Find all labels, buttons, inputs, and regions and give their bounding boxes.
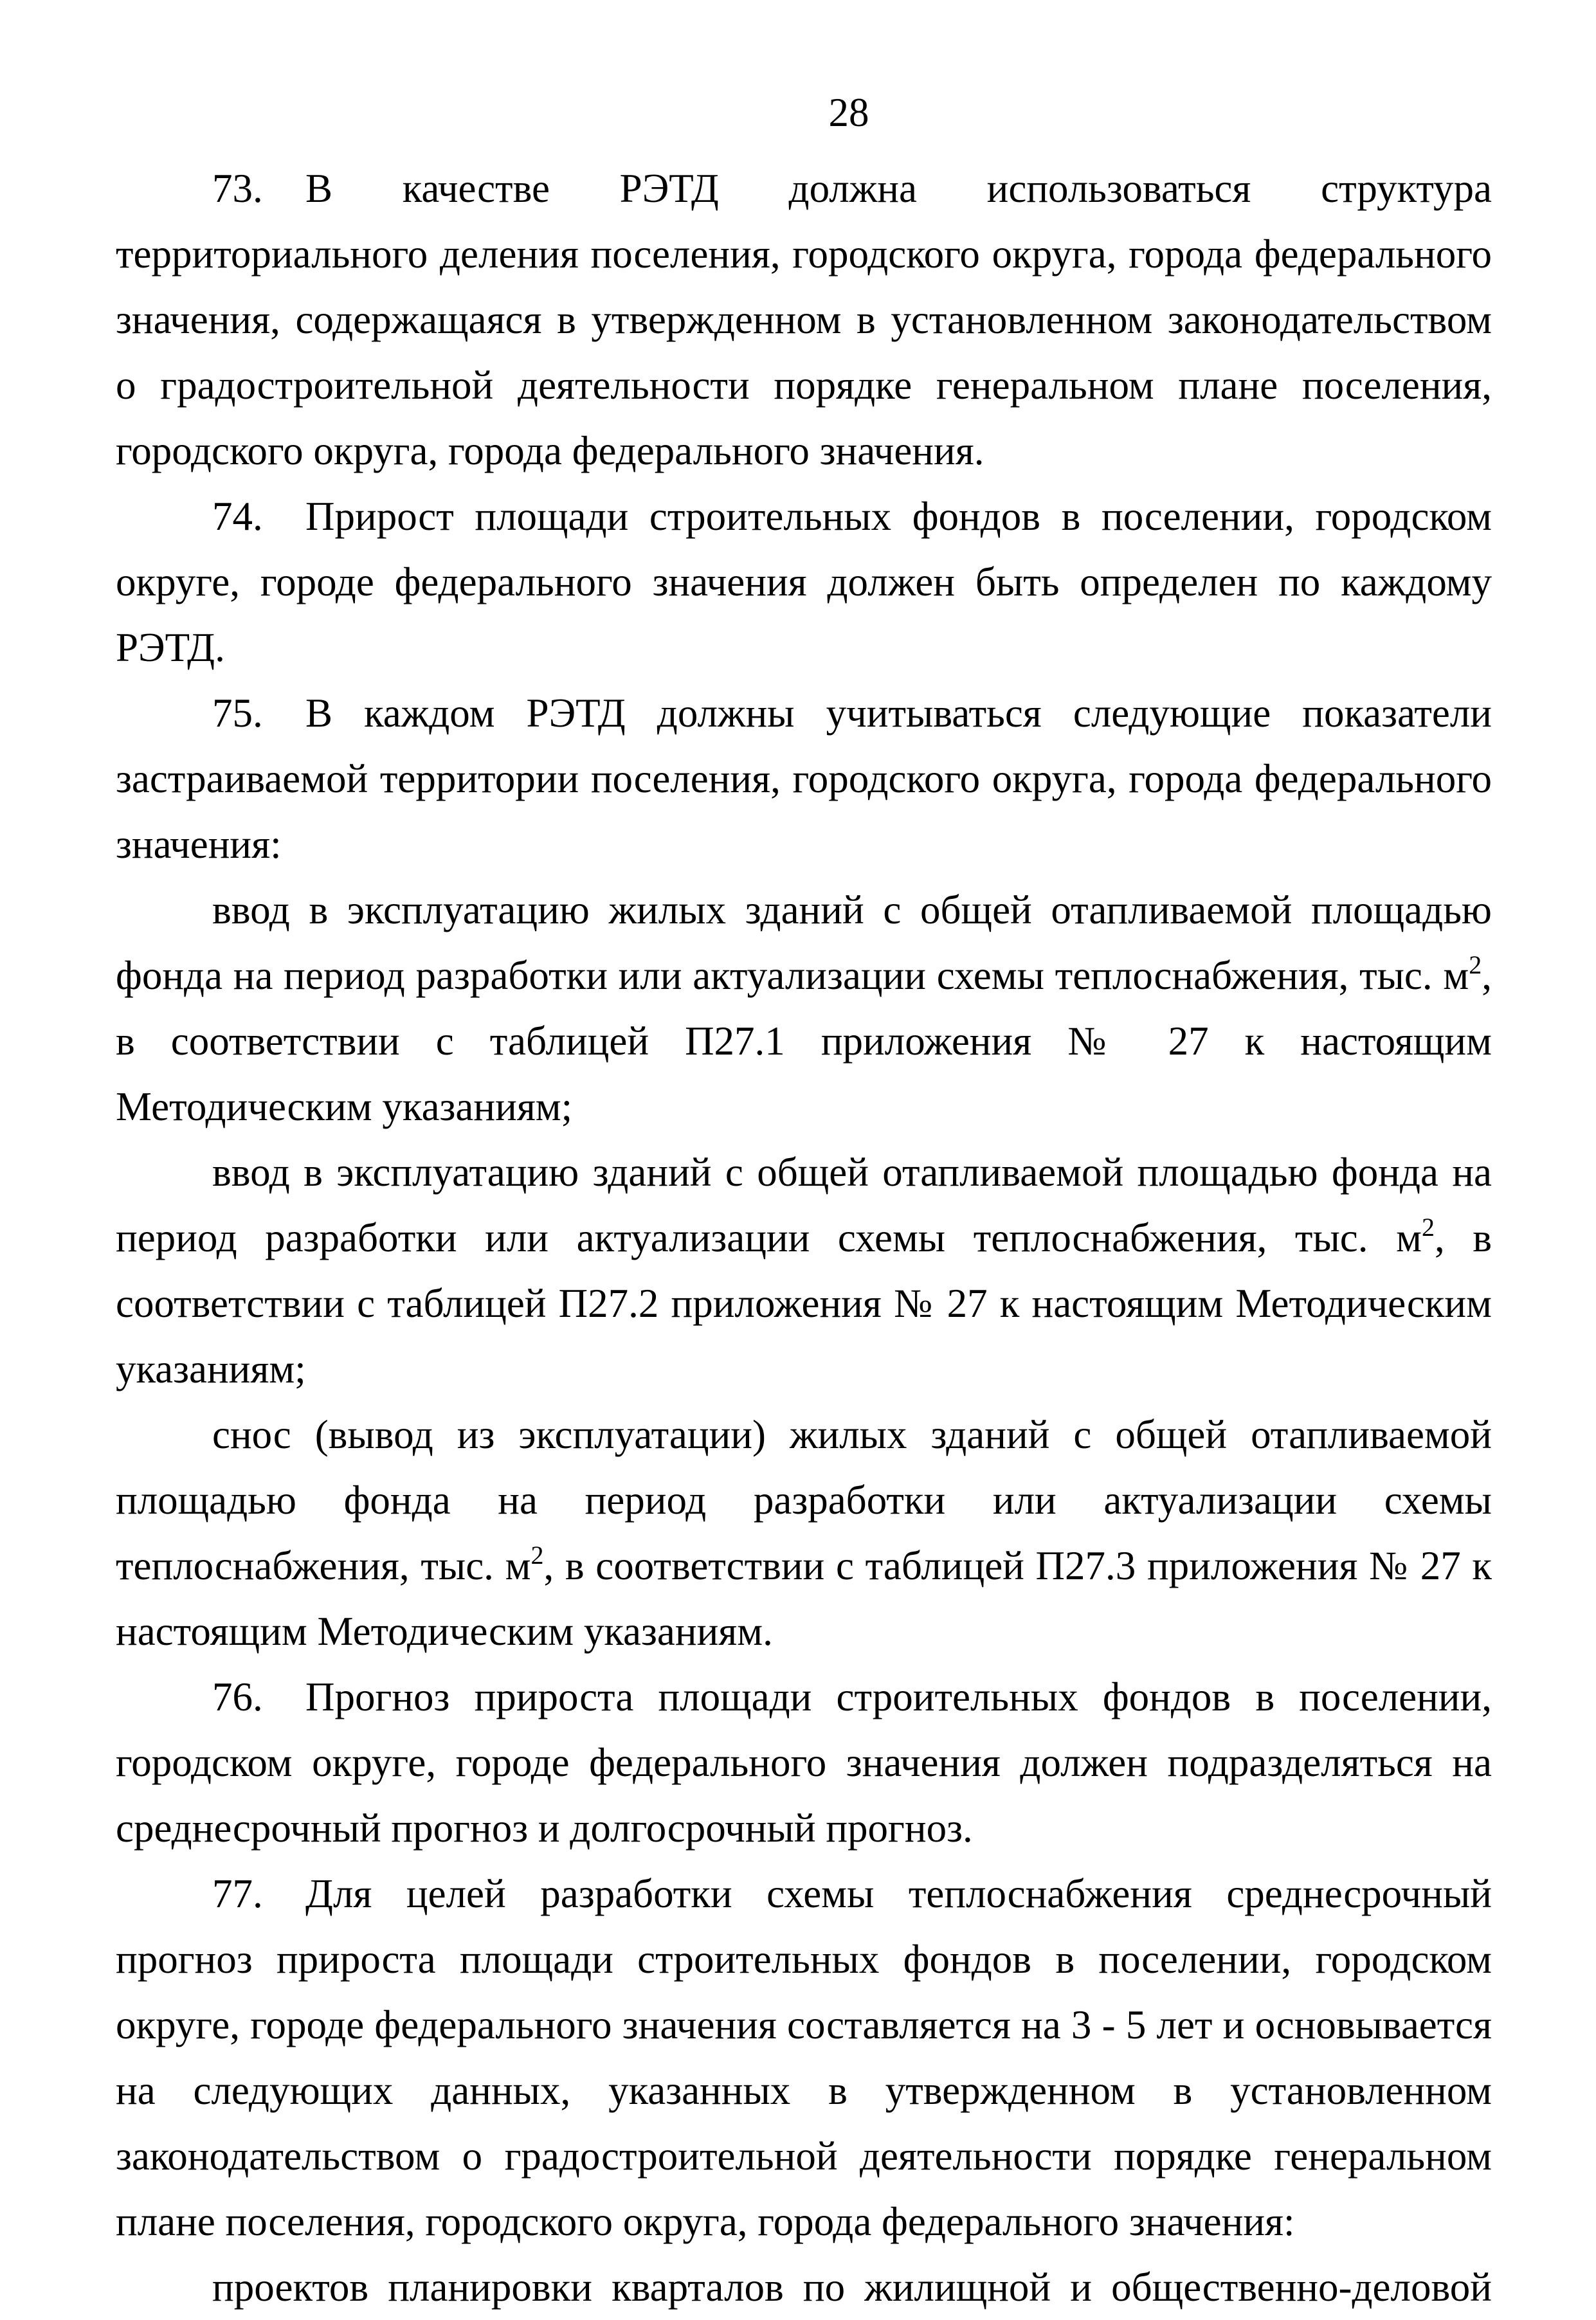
paragraph-text: В качестве РЭТД должна использоваться структура территориального деления поселения, городского округа, города федерального значения, содержащаяся в утвержденном в установленном законодательством о градостроительной деятельности порядке генеральном плане поселения, городского округа, города федерального значения. — [116, 166, 1492, 473]
paragraph-number: 76. — [212, 1674, 263, 1719]
paragraph-75 — [116, 680, 1492, 877]
list-item-text-continued: , в соответствии с таблицей П27.3 приложения № 27 к настоящим Методическим указаниям. — [116, 1543, 1492, 1654]
list-item-planning-projects — [116, 2254, 1492, 2320]
list-item-residential-commissioning — [116, 877, 1492, 1139]
paragraph-text: Прогноз прироста площади строительных фондов в поселении, городском округе, городе федерального значения должен подразделяться на среднесрочный прогноз и долгосрочный прогноз. — [116, 1674, 1492, 1851]
list-item-text: ввод в эксплуатацию зданий с общей отапливаемой площадью фонда на период разработки или актуализации схемы теплоснабжения, тыс. м — [116, 1150, 1492, 1260]
paragraph-74 — [116, 484, 1492, 680]
paragraph-number: 74. — [212, 494, 263, 539]
paragraph-77 — [116, 1861, 1492, 2254]
paragraph-text: В каждом РЭТД должны учитываться следующие показатели застраиваемой территории поселения, городского округа, города федерального значения: — [116, 691, 1492, 867]
paragraph-number: 73. — [212, 166, 263, 211]
list-item-text-continued: , в соответствии с таблицей П27.1 приложения № 27 к настоящим Методическим указаниям; — [116, 953, 1492, 1129]
superscript-squared: 2 — [1469, 950, 1482, 979]
paragraph-number: 75. — [212, 691, 263, 736]
list-item-demolition — [116, 1402, 1492, 1664]
superscript-squared: 2 — [1421, 1213, 1435, 1242]
document-body — [116, 156, 1492, 2320]
paragraph-73 — [116, 156, 1492, 484]
list-item-text: проектов планировки кварталов по жилищной и общественно-деловой — [212, 2265, 1492, 2310]
list-item-text: снос (вывод из эксплуатации) жилых зданий с общей отапливаемой площадью фонда на период разработки или актуализации схемы теплоснабжения, тыс. м — [116, 1412, 1492, 1588]
paragraph-number: 77. — [212, 1871, 263, 1916]
list-item-buildings-commissioning — [116, 1139, 1492, 1402]
superscript-squared: 2 — [530, 1541, 544, 1570]
paragraph-text: Прирост площади строительных фондов в поселении, городском округе, городе федерального значения должен быть определен по каждому РЭТД. — [116, 494, 1492, 670]
list-item-text-continued: , в соответствии с таблицей П27.2 приложения № 27 к настоящим Методическим указаниям; — [116, 1215, 1492, 1391]
page-number: 28 — [828, 90, 869, 135]
list-item-text: ввод в эксплуатацию жилых зданий с общей отапливаемой площадью фонда на период разработки или актуализации схемы теплоснабжения, тыс. м — [116, 887, 1492, 998]
paragraph-text: Для целей разработки схемы теплоснабжения среднесрочный прогноз прироста площади строительных фондов в поселении, городском округе, городе федерального значения составляется на 3 - 5 лет и основывается на следующих данных, указанных в утвержденном в установленном законодательством о градостроительной деятельности порядке генеральном плане поселения, городского округа, города федерального значения: — [116, 1871, 1492, 2244]
paragraph-76 — [116, 1664, 1492, 1861]
